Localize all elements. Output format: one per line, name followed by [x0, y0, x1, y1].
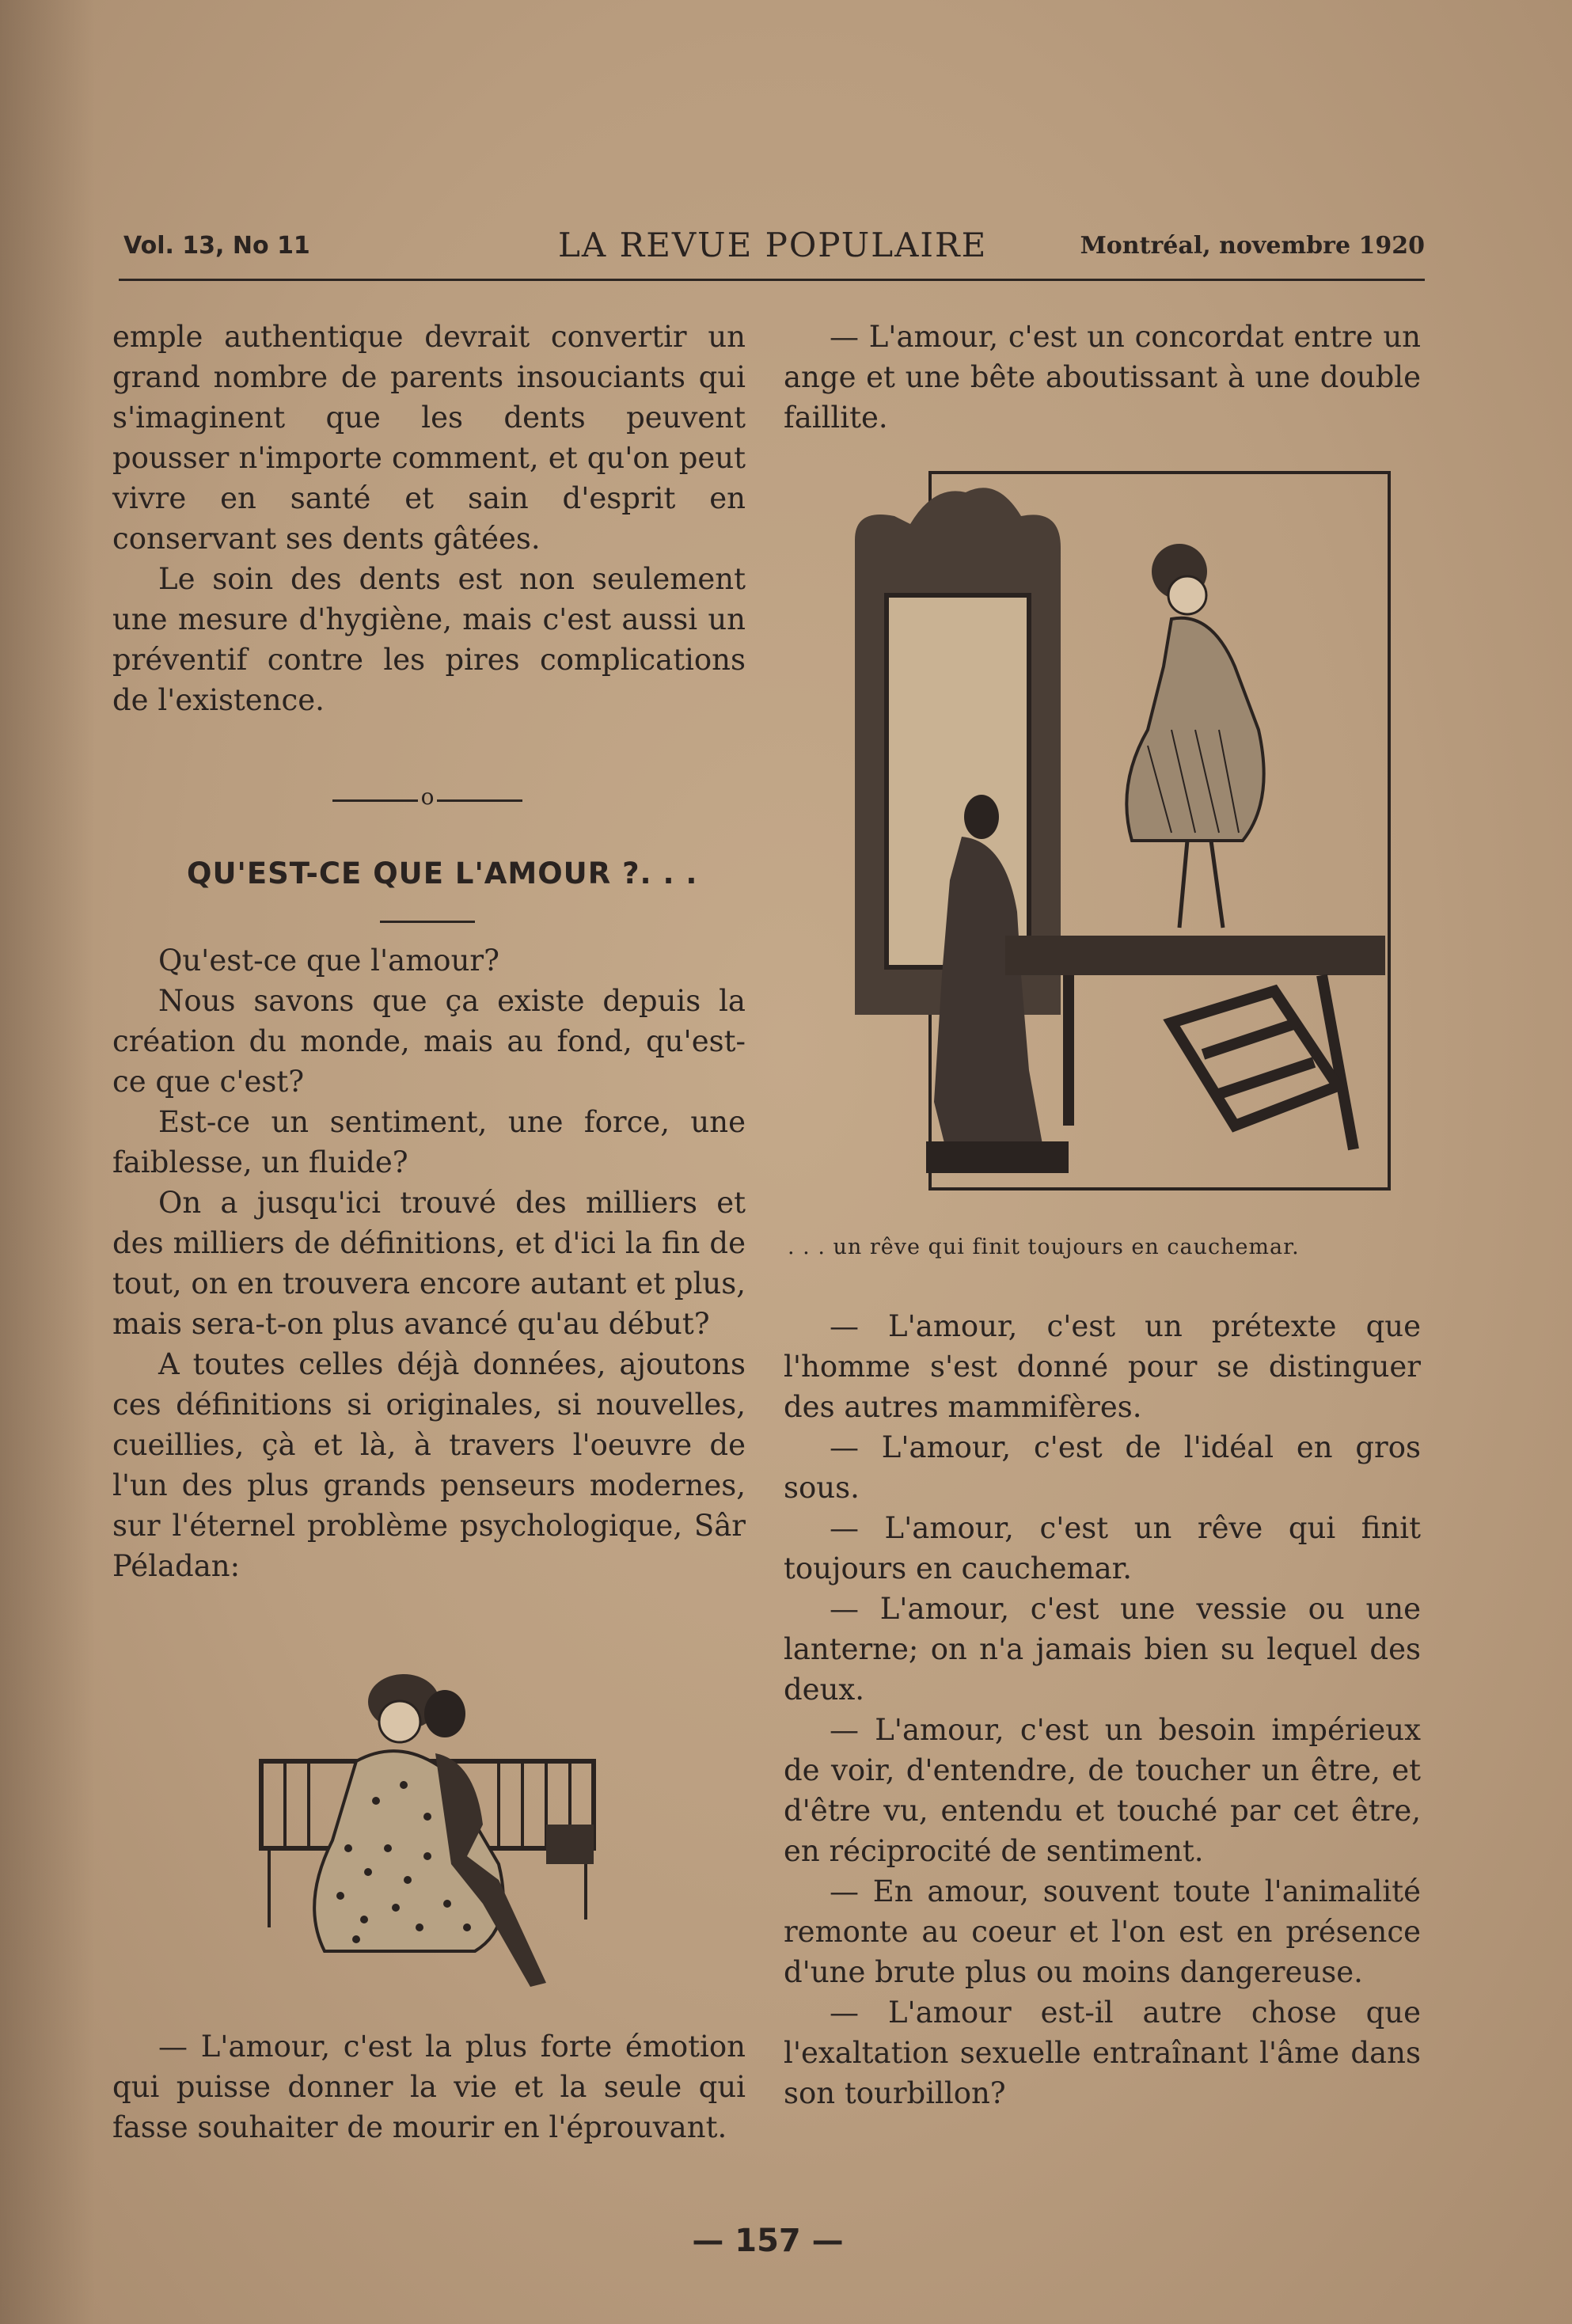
volume-number: Vol. 13, No 11 [123, 232, 310, 260]
definition-paragraph: — L'amour, c'est une vessie ou une lanterne; on n'a jamais bien su lequel des deux. [784, 1592, 1421, 1707]
dream-mirror-illustration [831, 469, 1393, 1236]
continued-paragraph: Le soin des dents est non seulement une mesure d'hygiène, mais c'est aussi un préventif contre les pires complications de l'existence. [112, 562, 746, 717]
definition-paragraph: — L'amour, c'est la plus forte émotion qui puisse donner la vie et la seule qui fasse souhaiter de mourir en l'éprouvant. [112, 2030, 746, 2144]
title-rule [380, 921, 475, 923]
article-paragraph: Nous savons que ça existe depuis la création du monde, mais au fond, qu'est-ce que c'est? [112, 984, 746, 1099]
article-paragraph: Est-ce un sentiment, une force, une faiblesse, un fluide? [112, 1105, 746, 1179]
separator-line [332, 799, 418, 802]
definition-paragraph: — L'amour, c'est un concordat entre un ange et une bête aboutissant à une double faillite. [784, 320, 1421, 435]
definition-paragraph: — En amour, souvent toute l'animalité remonte au coeur et l'on est en présence d'une brute plus ou moins dangereuse. [784, 1874, 1421, 1989]
left-column-article [112, 940, 746, 1586]
left-column-bottom [112, 2026, 746, 2147]
definition-paragraph: — L'amour, c'est de l'idéal en gros sous. [784, 1430, 1421, 1505]
issue-date: Montréal, novembre 1920 [1080, 232, 1425, 260]
definition-paragraph: — L'amour, c'est un prétexte que l'homme s'est donné pour se distinguer des autres mammifères. [784, 1309, 1421, 1424]
separator-line [437, 799, 522, 802]
article-paragraph: A toutes celles déjà données, ajoutons ces définitions si originales, si nouvelles, cueillies, çà et là, à travers l'oeuvre de l'un des plus grands penseurs modernes, sur l'éternel problème psychologique, Sâr Péladan: [112, 1347, 746, 1583]
article-title: QU'EST-CE QUE L'AMOUR ?. . . [187, 856, 698, 890]
left-column-top [112, 317, 746, 720]
page-number: — 157 — [692, 2223, 844, 2259]
running-header [119, 226, 1425, 265]
continued-paragraph: emple authentique devrait convertir un grand nombre de parents insouciants qui s'imaginent que les dents peuvent pousser n'importe comment, et qu'on peut vivre en santé et sain d'esprit en conservant ses dents gâtées. [112, 320, 746, 556]
separator-glyph: o [420, 784, 435, 810]
article-paragraph: On a jusqu'ici trouvé des milliers et des milliers de définitions, et d'ici la fin de tout, on en trouvera encore autant et plus, mais sera-t-on plus avancé qu'au début? [112, 1186, 746, 1341]
right-column-top [784, 317, 1421, 438]
definition-paragraph: — L'amour, c'est un besoin impérieux de voir, d'entendre, de toucher un être, et d'être vu, entendu et touché par cet être, en réciprocité de sentiment. [784, 1713, 1421, 1868]
illustration-caption: . . . un rêve qui finit toujours en cauchemar. [788, 1235, 1300, 1259]
header-rule [119, 279, 1425, 281]
article-paragraph: Qu'est-ce que l'amour? [158, 944, 499, 978]
couple-on-bench-illustration [237, 1666, 617, 1999]
definition-paragraph: — L'amour est-il autre chose que l'exaltation sexuelle entraînant l'âme dans son tourbillon? [784, 1996, 1421, 2110]
right-column-definitions [784, 1306, 1421, 2113]
definition-paragraph: — L'amour, c'est un rêve qui finit toujours en cauchemar. [784, 1511, 1421, 1585]
section-separator [332, 784, 522, 812]
magazine-title: LA REVUE POPULAIRE [558, 226, 988, 264]
